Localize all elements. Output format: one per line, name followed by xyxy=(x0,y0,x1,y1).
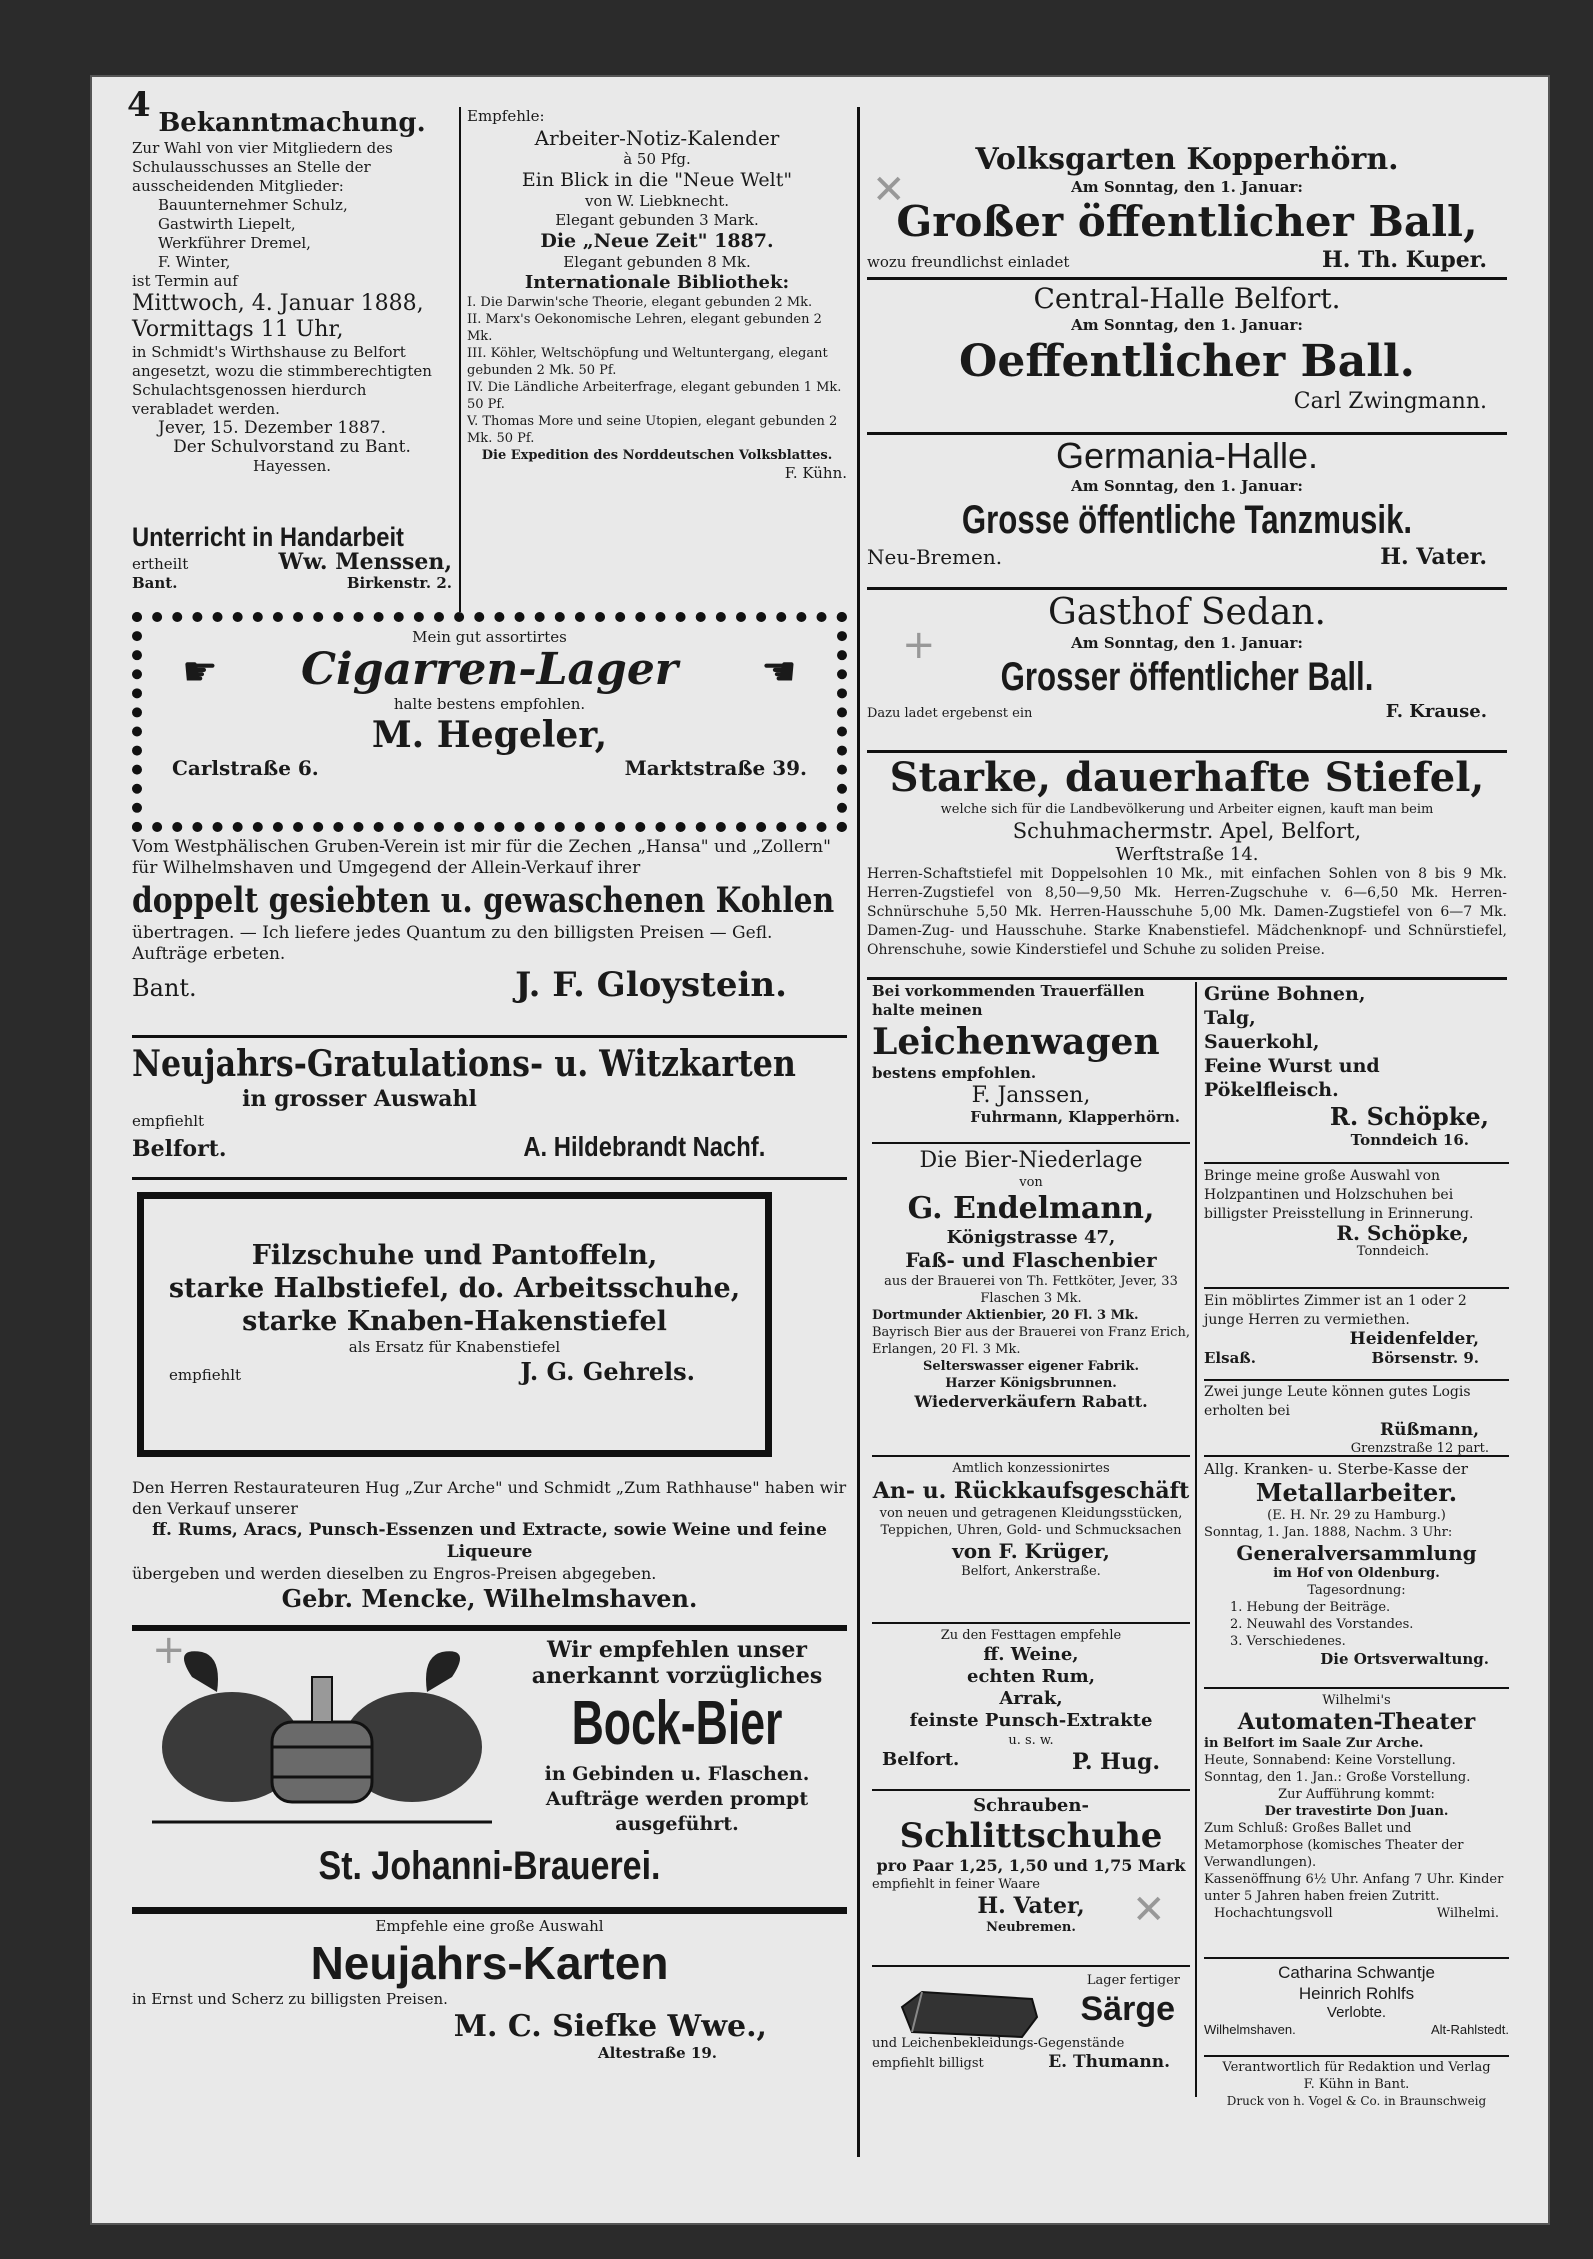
unterricht-street: Birkenstr. 2. xyxy=(346,574,452,592)
bekanntmachung-body2: in Schmidt's Wirthshause zu Belfort angesetzt, wozu die stimmberechtigten Schulachtsgenossen hierdurch verabladet werden. xyxy=(132,343,432,418)
filzschuhe-line3: starke Knaben-Hakenstiefel xyxy=(242,1306,667,1337)
pointing-hand-left-icon: ☛ xyxy=(761,649,797,695)
unterricht-title: Unterricht in Handarbeit xyxy=(132,522,404,552)
central-title: Central-Halle Belfort. xyxy=(1033,282,1341,315)
automaten-l4: Der travestirte Don Juan. xyxy=(1264,1804,1449,1819)
unterricht-place: Bant. xyxy=(132,574,178,592)
mencke-ad xyxy=(132,1477,847,1613)
cigarren-ad xyxy=(132,612,847,832)
zimmer-street: Börsenstr. 9. xyxy=(1371,1349,1479,1367)
leichenwagen-place: Fuhrmann, Klapperhörn. xyxy=(970,1108,1180,1126)
pointing-hand-right-icon: ☛ xyxy=(182,649,218,695)
sedan-invite: Dazu ladet ergebenst ein xyxy=(867,706,1033,721)
verlobte-p2: Alt-Rahlstedt. xyxy=(1430,2022,1509,2037)
kalender-bib-1: I. Die Darwin'sche Theorie, elegant gebunden 2 Mk. xyxy=(467,295,813,310)
zimmer-body: Ein möblirtes Zimmer ist an 1 oder 2 junge Herren zu vermiethen. xyxy=(1204,1293,1467,1328)
leichenwagen-ad xyxy=(872,982,1190,1127)
filzschuhe-by: empfiehlt xyxy=(169,1366,242,1384)
stiefel-shop: Schuhmachermstr. xyxy=(1012,819,1214,843)
logis-street: Grenzstraße 12 part. xyxy=(1350,1441,1489,1456)
stiefel-title: Starke, dauerhafte Stiefel, xyxy=(889,754,1485,801)
kohlen-place: Bant. xyxy=(132,974,197,1002)
feiertage-item-3: Arrak, xyxy=(999,1688,1063,1709)
stiefel-street: Werftstraße 14. xyxy=(1115,844,1259,865)
kalender-blick-price: Elegant gebunden 3 Mark. xyxy=(555,211,759,229)
metallarbeiter-date: Sonntag, 1. Jan. 1888, Nachm. 3 Uhr: xyxy=(1204,1525,1453,1540)
rueckkauf-title: An- u. Rückkaufsgeschäft xyxy=(872,1478,1190,1504)
pencil-mark-icon: + xyxy=(902,622,936,668)
schoepke-place: Tonndeich 16. xyxy=(1350,1131,1469,1149)
schlittschuhe-price: pro Paar 1,25, 1,50 und 1,75 Mark xyxy=(876,1856,1186,1875)
schlittschuhe-name: H. Vater, xyxy=(977,1893,1085,1919)
metallarbeiter-signer: Die Ortsverwaltung. xyxy=(1320,1650,1489,1668)
zimmer-name: Heidenfelder, xyxy=(1349,1329,1479,1349)
filzschuhe-line4: als Ersatz für Knabenstiefel xyxy=(348,1338,561,1356)
metallarbeiter-ad xyxy=(1204,1460,1509,1669)
volksgarten-invite: wozu freundlichst einladet xyxy=(867,253,1070,271)
automaten-l6: Kassenöffnung 6½ Uhr. Anfang 7 Uhr. Kinder unter 5 Jahren haben freien Zutritt. xyxy=(1204,1872,1504,1904)
bockbier-line2: anerkannt vorzügliches xyxy=(531,1663,823,1689)
kalender-intro: Empfehle: xyxy=(467,107,545,125)
kohlen-body: Vom Westphälischen Gruben-Verein ist mir für die Zechen „Hansa" und „Zollern" für Wilhelmshaven und Umgegend der Allein-Verkauf ihrer xyxy=(132,837,831,878)
verlobte-p1: Wilhelmshaven. xyxy=(1204,2022,1296,2037)
holzpantinen-body: Bringe meine große Auswahl von Holzpantinen und Holzschuhen bei billigster Preisstellung in Erinnerung. xyxy=(1204,1168,1474,1222)
automaten-place: in Belfort im Saale Zur Arche. xyxy=(1204,1736,1424,1751)
neujahrs-grat-ad xyxy=(132,1042,847,1163)
kohlen-ad xyxy=(132,837,847,1005)
verlobte-ad xyxy=(1204,1962,1509,2038)
bockbier-line4: Aufträge werden prompt xyxy=(545,1788,809,1810)
leichenwagen-sub: bestens empfohlen. xyxy=(872,1064,1037,1082)
schoepke-item-4: Feine Wurst und xyxy=(1204,1055,1380,1077)
metallarbeiter-sub: (E. H. Nr. 29 zu Hamburg.) xyxy=(1267,1508,1446,1523)
bekanntmachung-ad xyxy=(132,107,452,476)
metallarbeiter-intro: Allg. Kranken- u. Sterbe-Kasse der xyxy=(1204,1460,1468,1478)
kalender-bib-3: III. Köhler, Weltschöpfung und Weltuntergang, elegant gebunden 2 Mk. 50 Pf. xyxy=(467,346,828,378)
cigarren-street2: Marktstraße 39. xyxy=(624,756,807,780)
saerge-ad xyxy=(872,1972,1190,2072)
cigarren-name: M. Hegeler, xyxy=(371,714,608,756)
neujahrs-karten-title: Neujahrs-Karten xyxy=(310,1937,669,1989)
cigarren-street1: Carlstraße 6. xyxy=(172,756,319,780)
schlittschuhe-by: empfiehlt in feiner Waare xyxy=(872,1877,1040,1892)
schoepke-ad xyxy=(1204,982,1509,1150)
bekanntmachung-time: Vormittags 11 Uhr, xyxy=(132,317,344,342)
automaten-l5: Zum Schluß: Großes Ballet und Metamorphose (komisches Theater der Verwandlungen). xyxy=(1204,1821,1464,1870)
leichenwagen-name: F. Janssen, xyxy=(971,1083,1091,1108)
neujahrs-karten-name: M. C. Siefke Wwe., xyxy=(453,2009,767,2044)
saerge-body: und Leichenbekleidungs-Gegenstände xyxy=(872,2036,1125,2051)
cigarren-sub: halte bestens empfohlen. xyxy=(393,695,586,713)
goats-barrel-illustration xyxy=(152,1637,492,1827)
automaten-l3: Zur Aufführung kommt: xyxy=(1278,1787,1435,1802)
germania-event: Grosse öffentliche Tanzmusik. xyxy=(961,498,1413,542)
kalender-neue-zeit-price: Elegant gebunden 8 Mk. xyxy=(563,253,751,271)
kalender-signer: F. Kühn. xyxy=(784,464,847,482)
schoepke-name: R. Schöpke, xyxy=(1329,1102,1489,1131)
bekanntmachung-date: Mittwoch, 4. Januar 1888, xyxy=(132,291,424,316)
metallarbeiter-event: Generalversammlung xyxy=(1236,1541,1477,1565)
leichenwagen-intro2: halte meinen xyxy=(872,1001,983,1019)
metallarbeiter-title: Metallarbeiter. xyxy=(1255,1478,1458,1507)
metallarbeiter-agenda-1: 1. Hebung der Beiträge. xyxy=(1230,1600,1391,1615)
member-2: Gastwirth Liepelt, xyxy=(158,215,296,233)
feiertage-intro: Zu den Festtagen empfehle xyxy=(940,1628,1122,1643)
bierniederlage-harzer: Harzer Königsbrunnen. xyxy=(945,1376,1117,1391)
filzschuhe-line1: Filzschuhe und Pantoffeln, xyxy=(251,1240,658,1271)
verlobte-label: Verlobte. xyxy=(1326,2004,1387,2021)
kalender-price: à 50 Pfg. xyxy=(623,150,691,168)
cigarren-intro: Mein gut assortirtes xyxy=(412,628,567,646)
bockbier-ad xyxy=(132,1637,847,1897)
kalender-blick: Ein Blick in die "Neue Welt" xyxy=(521,169,793,191)
impressum xyxy=(1204,2059,1509,2110)
kalender-bib-4: IV. Die Ländliche Arbeiterfrage, elegant gebunden 1 Mk. 50 Pf. xyxy=(467,380,842,412)
bekanntmachung-termin: ist Termin auf xyxy=(132,272,238,290)
volksgarten-date: Am Sonntag, den 1. Januar: xyxy=(1071,178,1303,196)
feiertage-item-5: u. s. w. xyxy=(1008,1733,1054,1748)
saerge-intro: Lager fertiger xyxy=(1086,1973,1180,1988)
sedan-date: Am Sonntag, den 1. Januar: xyxy=(1071,634,1303,652)
leichenwagen-intro1: Bei vorkommenden Trauerfällen xyxy=(872,982,1145,1000)
holzpantinen-place: Tonndeich. xyxy=(1356,1244,1429,1259)
bierniederlage-von: von xyxy=(1019,1175,1043,1190)
kohlen-name: J. F. Gloystein. xyxy=(515,965,787,1005)
bierniederlage-selters: Selterswasser eigener Fabrik. xyxy=(923,1359,1139,1374)
central-ad xyxy=(867,282,1507,414)
pencil-mark-icon: ✕ xyxy=(1132,1887,1166,1933)
bekanntmachung-place-date: Jever, 15. Dezember 1887. xyxy=(158,418,387,438)
bockbier-name: St. Johanni-Brauerei. xyxy=(318,1844,661,1888)
feiertage-item-2: echten Rum, xyxy=(967,1666,1095,1687)
germania-name: H. Vater. xyxy=(1380,544,1487,570)
kalender-neue-zeit: Die „Neue Zeit" 1887. xyxy=(540,230,774,252)
filzschuhe-ad xyxy=(137,1192,772,1457)
unterricht-by: ertheilt xyxy=(132,555,189,573)
neujahrs-karten-intro: Empfehle eine große Auswahl xyxy=(375,1917,604,1935)
automaten-ad xyxy=(1204,1692,1509,1922)
holzpantinen-ad xyxy=(1204,1167,1509,1260)
bekanntmachung-signer: Der Schulvorstand zu Bant. xyxy=(173,437,411,457)
schoepke-item-2: Talg, xyxy=(1204,1007,1256,1029)
schlittschuhe-place: Neubremen. xyxy=(986,1920,1076,1935)
unterricht-name: Ww. Menssen, xyxy=(278,549,452,575)
sedan-title: Gasthof Sedan. xyxy=(1048,592,1326,633)
member-3: Werkführer Dremel, xyxy=(158,234,311,252)
page-number: 4 xyxy=(127,85,151,125)
automaten-l7: Hochachtungsvoll xyxy=(1214,1906,1333,1921)
bierniederlage-dortmunder: Dortmunder Aktienbier, 20 Fl. 3 Mk. xyxy=(872,1308,1139,1323)
logis-name: Rüßmann, xyxy=(1379,1420,1479,1440)
unterricht-ad xyxy=(132,522,452,593)
filzschuhe-name: J. G. Gehrels. xyxy=(520,1357,695,1386)
mencke-name: Gebr. Mencke, Wilhelmshaven. xyxy=(281,1584,698,1613)
kalender-title: Arbeiter-Notiz-Kalender xyxy=(534,126,780,150)
kohlen-title: doppelt gesiebten u. gewaschenen Kohlen xyxy=(132,880,835,921)
kalender-bib-title: Internationale Bibliothek: xyxy=(524,272,790,293)
rueckkauf-body: von neuen und getragenen Kleidungsstücken, Teppichen, Uhren, Gold- und Schmucksachen xyxy=(879,1506,1183,1538)
neujahrs-karten-ad xyxy=(132,1917,847,2063)
bekanntmachung-body1: Zur Wahl von vier Mitgliedern des Schulausschusses an Stelle der ausscheidenden Mitglieder: xyxy=(132,139,393,195)
bierniederlage-product: Faß- und Flaschenbier xyxy=(905,1248,1157,1272)
neujahrs-grat-title: Neujahrs-Gratulations- u. Witzkarten xyxy=(132,1043,796,1085)
holzpantinen-name: R. Schöpke, xyxy=(1336,1221,1469,1245)
stiefel-ad xyxy=(867,755,1507,960)
kohlen-body2: übertragen. — Ich liefere jedes Quantum zu den billigsten Preisen — Gefl. Aufträge erbeten. xyxy=(132,923,773,964)
member-4: F. Winter, xyxy=(158,253,231,271)
bockbier-line5: ausgeführt. xyxy=(615,1813,739,1835)
feiertage-item-4: feinste Punsch-Extrakte xyxy=(909,1710,1153,1731)
kalender-ad xyxy=(467,107,847,483)
neujahrs-karten-street: Altestraße 19. xyxy=(597,2044,717,2062)
metallarbeiter-agenda-3: 3. Verschiedenes. xyxy=(1230,1634,1346,1649)
bierniederlage-name: G. Endelmann, xyxy=(907,1191,1155,1226)
bekanntmachung-signer2: Hayessen. xyxy=(252,457,332,475)
mencke-body2: übergeben und werden dieselben zu Engros-Preisen abgegeben. xyxy=(132,1564,657,1583)
metallarbeiter-agenda-2: 2. Neuwahl des Vorstandes. xyxy=(1230,1617,1414,1632)
bierniederlage-ad xyxy=(872,1147,1190,1411)
neujahrs-grat-sub: in grosser Auswahl xyxy=(242,1086,477,1112)
bierniederlage-street: Königstrasse 47, xyxy=(946,1227,1116,1248)
member-1: Bauunternehmer Schulz, xyxy=(158,196,348,214)
newspaper-page xyxy=(90,75,1550,2225)
impressum-l3: Druck von h. Vogel & Co. in Braunschweig xyxy=(1226,2094,1487,2108)
verlobte-n2: Heinrich Rohlfs xyxy=(1298,1984,1415,2003)
bockbier-line1: Wir empfehlen unser xyxy=(546,1637,807,1663)
feiertage-ad xyxy=(872,1627,1190,1775)
germania-date: Am Sonntag, den 1. Januar: xyxy=(1071,477,1303,495)
central-date: Am Sonntag, den 1. Januar: xyxy=(1071,316,1303,334)
impressum-l2: F. Kühn in Bant. xyxy=(1303,2077,1410,2092)
automaten-l2: Sonntag, den 1. Jan.: Große Vorstellung. xyxy=(1204,1770,1471,1785)
schoepke-item-3: Sauerkohl, xyxy=(1204,1031,1320,1053)
saerge-title: Särge xyxy=(1080,1990,1175,2028)
mencke-body1: Den Herren Restaurateuren Hug „Zur Arche" und Schmidt „Zum Rathhause" haben wir den Verkauf unserer xyxy=(132,1478,847,1518)
bockbier-title: Bock-Bier xyxy=(571,1689,783,1758)
cigarren-title: Cigarren-Lager xyxy=(300,644,678,695)
bierniederlage-body: aus der Brauerei von Th. Fettköter, Jever, 33 Flaschen 3 Mk. xyxy=(884,1274,1178,1306)
sedan-ad xyxy=(867,592,1507,722)
kalender-blick-by: von W. Liebknecht. xyxy=(585,192,729,210)
rueckkauf-intro: Amtlich konzessionirtes xyxy=(952,1461,1110,1476)
feiertage-name: P. Hug. xyxy=(1071,1749,1160,1775)
stiefel-body: Herren-Schaftstiefel mit Doppelsohlen 10 Mk., mit einfachen Sohlen von 8 bis 9 Mk. Herren-Zugstiefel von 8,50—9,50 Mk. Herren-Zugschuhe v. 6—6,50 Mk. Herren-Schnürschuhe 5,50 Mk. Herren-Hausschuhe 5,00 Mk. Damen-Zugstiefel von 6—7 Mk. Damen-Zug- und Hausschuhe. Starke Knabenstiefel. Mädchenknopf- und Schnürstiefel, Ohrenschuhe, sowie Kinderstiefel und Schuhe zu soliden Preise. xyxy=(867,866,1507,958)
bierniederlage-bayrisch: Bayrisch Bier aus der Brauerei von Franz Erich, Erlangen, 20 Fl. 3 Mk. xyxy=(872,1325,1190,1357)
logis-body: Zwei junge Leute können gutes Logis erholten bei xyxy=(1204,1384,1471,1419)
mencke-products: ff. Rums, Aracs, Punsch-Essenzen und Extracte, sowie Weine und feine Liqueure xyxy=(152,1520,827,1562)
rueckkauf-ad xyxy=(872,1460,1190,1580)
bierniederlage-title: Die Bier-Niederlage xyxy=(919,1148,1143,1173)
germania-place: Neu-Bremen. xyxy=(867,545,1003,569)
germania-title: Germania-Halle. xyxy=(1055,435,1319,476)
stiefel-sub: welche sich für die Landbevölkerung und Arbeiter eignen, kauft man beim xyxy=(940,802,1434,817)
automaten-intro: Wilhelmi's xyxy=(1322,1693,1391,1708)
bockbier-line3: in Gebinden u. Flaschen. xyxy=(544,1763,810,1785)
automaten-title: Automaten-Theater xyxy=(1237,1709,1476,1735)
metallarbeiter-place: im Hof von Oldenburg. xyxy=(1273,1566,1440,1581)
sedan-event: Grosser öffentlicher Ball. xyxy=(1000,655,1374,699)
saerge-by: empfiehlt billigst xyxy=(872,2056,984,2071)
schlittschuhe-intro: Schrauben- xyxy=(973,1795,1089,1816)
coffin-illustration xyxy=(892,1987,1042,2042)
metallarbeiter-agenda-title: Tagesordnung: xyxy=(1307,1583,1406,1598)
volksgarten-ad xyxy=(867,142,1507,273)
schoepke-item-1: Grüne Bohnen, xyxy=(1204,983,1366,1005)
schlittschuhe-title: Schlittschuhe xyxy=(899,1816,1163,1856)
verlobte-n1: Catharina Schwantje xyxy=(1278,1963,1435,1982)
central-name: Carl Zwingmann. xyxy=(1293,389,1487,414)
logis-ad xyxy=(1204,1383,1509,1457)
zimmer-ad xyxy=(1204,1292,1509,1368)
volksgarten-event: Großer öffentlicher Ball, xyxy=(896,197,1478,246)
pencil-mark-icon: ✕ xyxy=(872,167,906,213)
pencil-mark-icon: + xyxy=(152,1627,186,1673)
feiertage-place: Belfort. xyxy=(882,1749,960,1770)
volksgarten-name: H. Th. Kuper. xyxy=(1321,247,1487,273)
neujahrs-karten-sub: in Ernst und Scherz zu billigsten Preisen. xyxy=(132,1990,448,2008)
kalender-bib-2: II. Marx's Oekonomische Lehren, elegant gebunden 2 Mk. xyxy=(467,312,822,344)
neujahrs-grat-by: empfiehlt xyxy=(132,1112,205,1130)
kalender-bib-5: V. Thomas More und seine Utopien, elegant gebunden 2 Mk. 50 Pf. xyxy=(467,414,838,446)
sedan-name: F. Krause. xyxy=(1385,701,1487,722)
bierniederlage-rabatt: Wiederverkäufern Rabatt. xyxy=(914,1392,1148,1411)
central-event: Oeffentlicher Ball. xyxy=(959,336,1415,387)
feiertage-item-1: ff. Weine, xyxy=(983,1644,1079,1665)
volksgarten-title: Volksgarten Kopperhörn. xyxy=(975,142,1399,177)
leichenwagen-title: Leichenwagen xyxy=(872,1021,1160,1063)
zimmer-place: Elsaß. xyxy=(1204,1349,1256,1367)
rueckkauf-name: von F. Krüger, xyxy=(952,1539,1110,1563)
kalender-expedition: Die Expedition des Norddeutschen Volksblattes. xyxy=(481,448,833,463)
neujahrs-grat-place: Belfort. xyxy=(132,1136,227,1162)
neujahrs-grat-name: A. Hildebrandt Nachf. xyxy=(523,1131,766,1162)
filzschuhe-line2: starke Halbstiefel, do. Arbeitsschuhe, xyxy=(168,1273,741,1304)
rueckkauf-place: Belfort, Ankerstraße. xyxy=(961,1564,1101,1579)
germania-ad xyxy=(867,435,1507,570)
stiefel-name: Apel, Belfort, xyxy=(1219,819,1362,843)
impressum-l1: Verantwortlich für Redaktion und Verlag xyxy=(1222,2060,1491,2075)
bekanntmachung-title: Bekanntmachung. xyxy=(158,108,426,138)
automaten-l1: Heute, Sonnabend: Keine Vorstellung. xyxy=(1204,1753,1456,1768)
saerge-name: E. Thumann. xyxy=(1048,2052,1170,2072)
automaten-signer: Wilhelmi. xyxy=(1436,1906,1499,1921)
schoepke-item-5: Pökelfleisch. xyxy=(1204,1079,1339,1101)
